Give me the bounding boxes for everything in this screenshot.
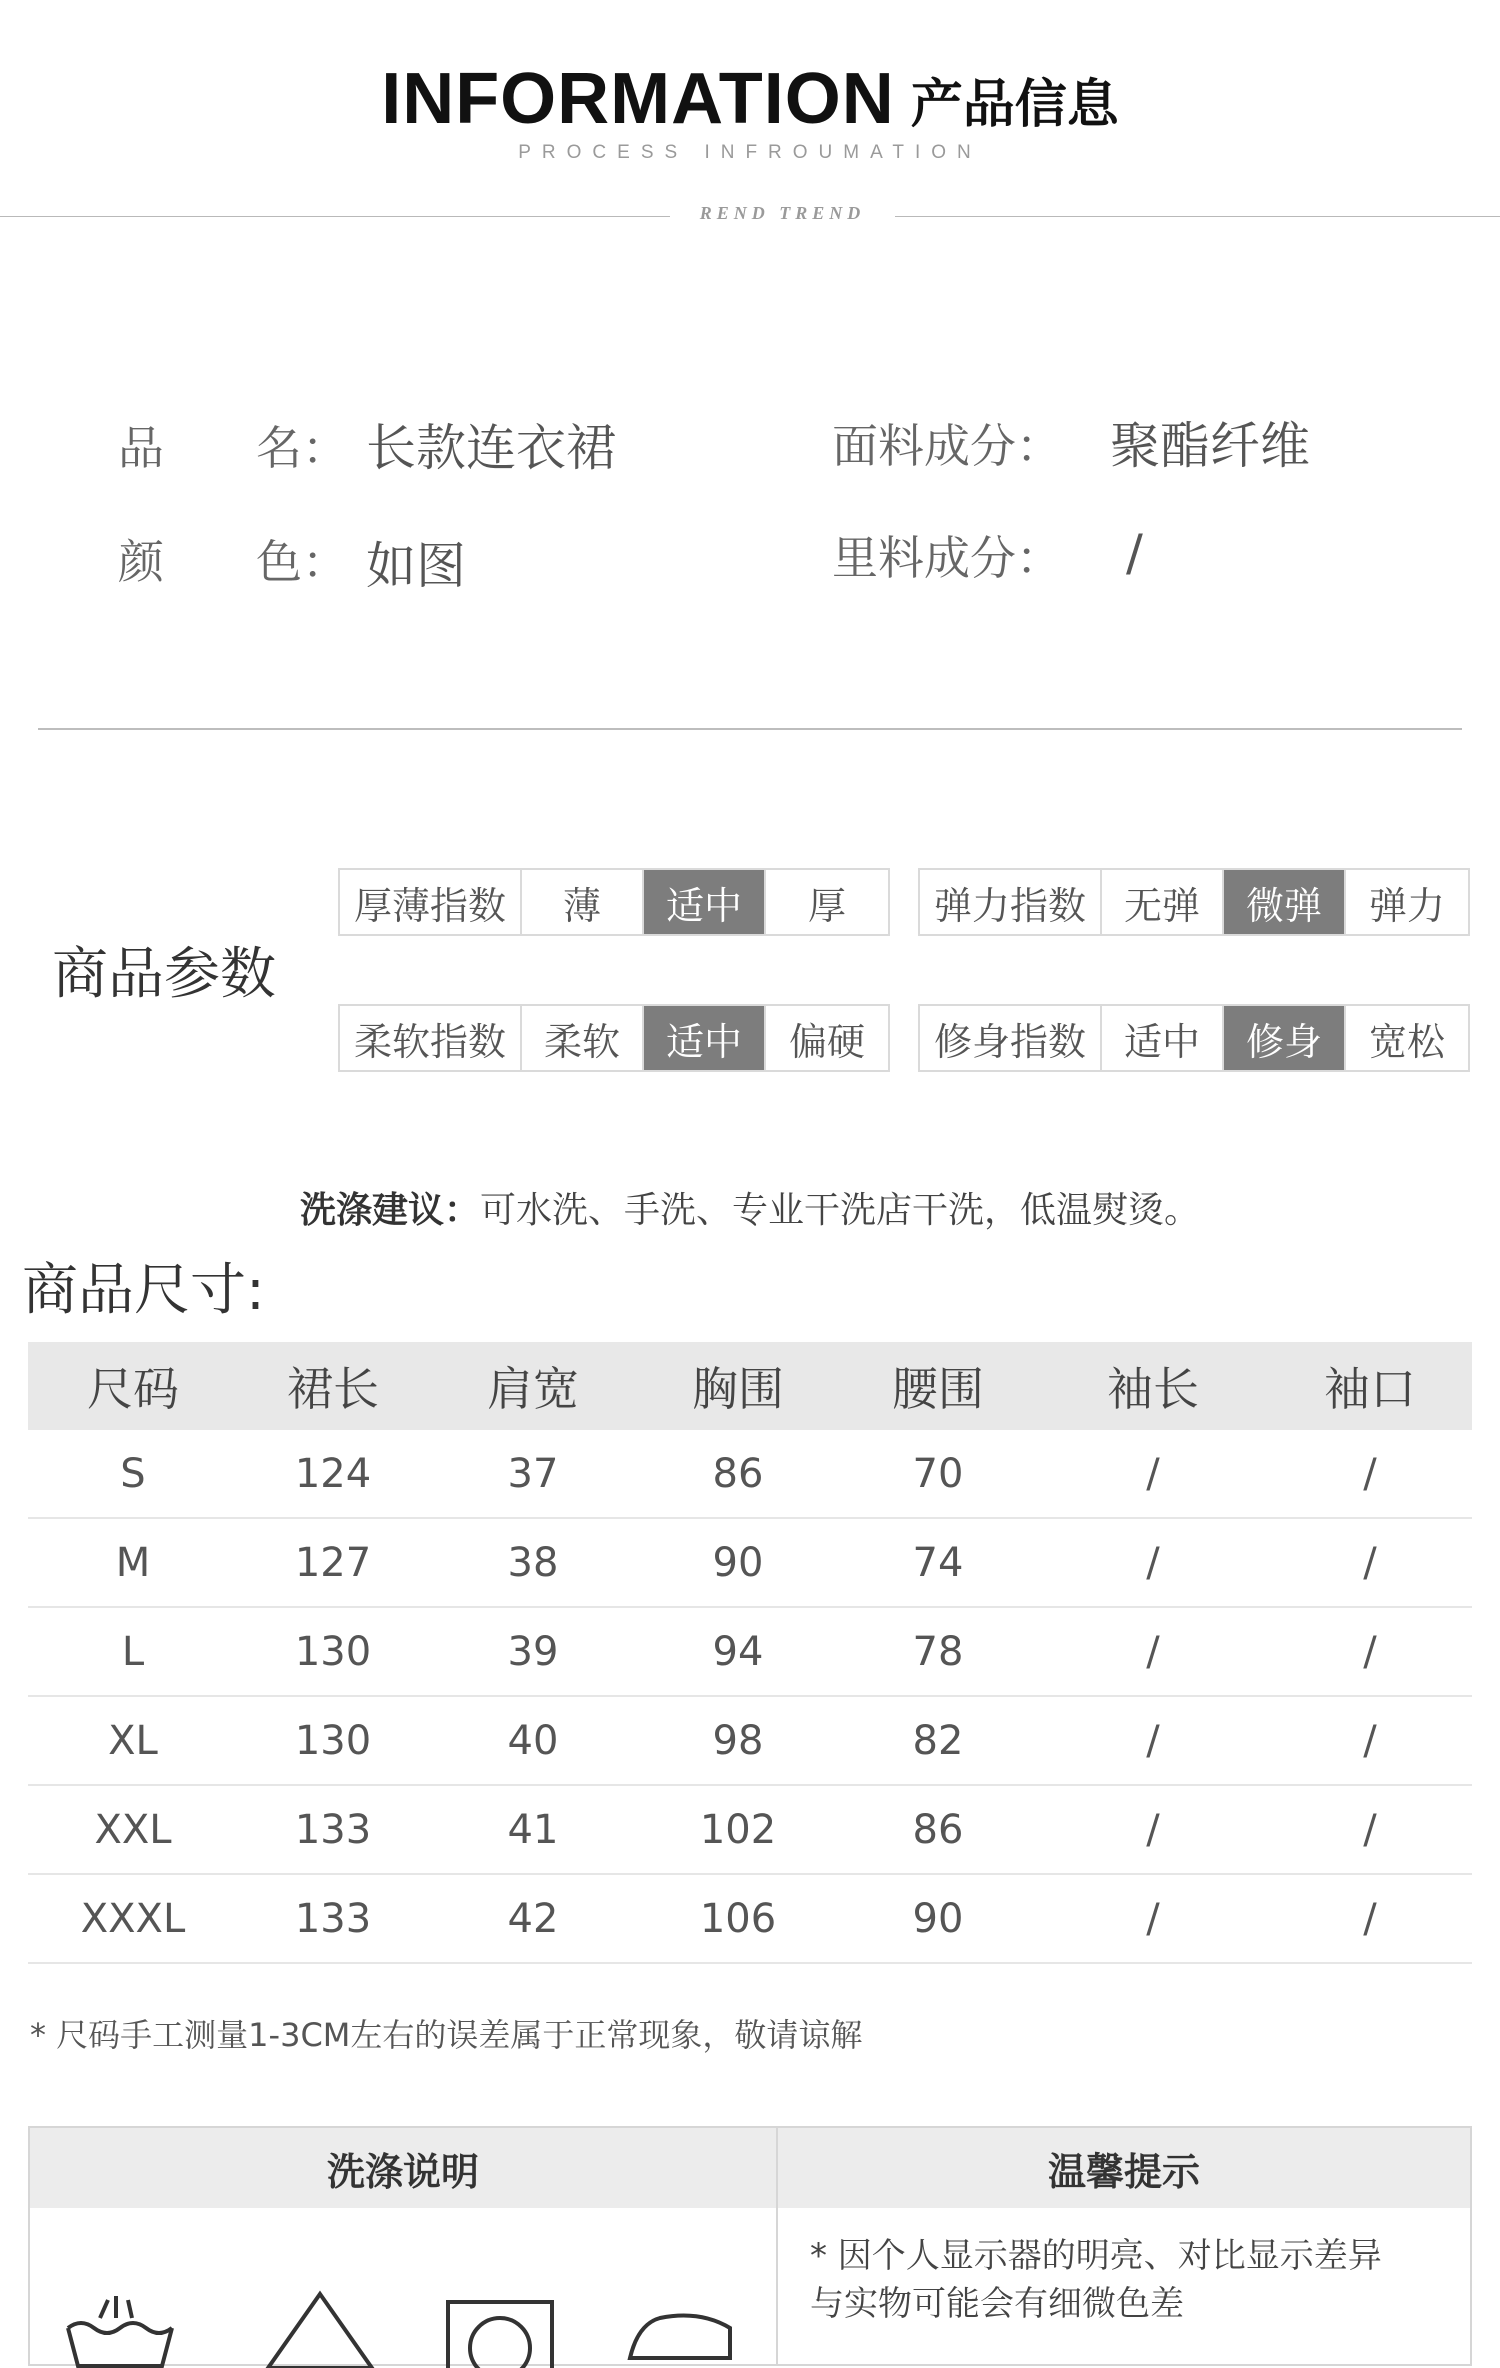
table-cell: L	[121, 1628, 145, 1675]
bleach-icon	[260, 2288, 380, 2368]
param-label: 修身指数	[920, 1006, 1102, 1070]
column-header: 胸围	[692, 1362, 784, 1416]
table-cell: /	[1363, 1806, 1377, 1853]
table-cell: 42	[507, 1895, 559, 1942]
param-option: 宽松	[1368, 1019, 1445, 1064]
fabric-label: 面料成分：	[832, 419, 1062, 473]
table-cell: /	[1146, 1539, 1160, 1586]
table-cell: 37	[507, 1450, 559, 1497]
column-header: 袖口	[1324, 1362, 1416, 1416]
param-elasticity	[918, 868, 1470, 936]
table-cell: /	[1146, 1450, 1160, 1497]
param-option: 弹力	[1368, 883, 1445, 928]
column-header: 袖长	[1107, 1362, 1199, 1416]
table-cell: 127	[294, 1539, 372, 1586]
tip-line: * 因个人显示器的明亮、对比显示差异	[810, 2236, 1382, 2276]
info-divider	[38, 728, 1462, 730]
param-option-selected: 适中	[644, 870, 766, 934]
param-option: 无弹	[1102, 870, 1224, 934]
tips-title: 温馨提示	[778, 2128, 1470, 2208]
table-cell: M	[115, 1539, 151, 1586]
table-row	[28, 1697, 1472, 1786]
trend-label: REND TREND	[699, 203, 866, 223]
table-cell: 106	[699, 1895, 777, 1942]
table-cell: /	[1363, 1450, 1377, 1497]
param-option: 薄	[522, 870, 644, 934]
page-title	[0, 58, 1500, 140]
wash-advice	[300, 1182, 1200, 1233]
fabric-value: 聚酯纤维	[1110, 417, 1310, 475]
table-cell: 70	[912, 1450, 964, 1497]
table-cell: 130	[294, 1628, 372, 1675]
params-title: 商品参数	[52, 942, 276, 1007]
table-cell: 82	[912, 1717, 964, 1764]
table-row	[28, 1875, 1472, 1964]
table-cell: 133	[294, 1806, 372, 1853]
param-label: 弹力指数	[920, 870, 1102, 934]
table-cell: XL	[108, 1717, 158, 1764]
table-cell: XXL	[94, 1806, 172, 1853]
table-cell: XXXL	[80, 1895, 186, 1942]
table-cell: 78	[912, 1628, 964, 1675]
param-option-selected: 适中	[644, 1006, 766, 1070]
table-cell: /	[1363, 1895, 1377, 1942]
table-row	[28, 1608, 1472, 1697]
table-cell: 90	[712, 1539, 764, 1586]
param-softness	[338, 1004, 890, 1072]
table-cell: 130	[294, 1717, 372, 1764]
table-cell: /	[1363, 1628, 1377, 1675]
lining-value: /	[1126, 524, 1143, 582]
iron-icon	[620, 2288, 740, 2368]
table-header	[28, 1342, 1472, 1430]
param-label: 柔软指数	[340, 1006, 522, 1070]
color-value: 如图	[366, 537, 466, 595]
table-cell: 40	[507, 1717, 559, 1764]
table-cell: 124	[294, 1450, 372, 1497]
tumble-dry-icon	[440, 2288, 560, 2368]
size-table	[28, 1342, 1472, 1964]
column-header: 尺码	[87, 1362, 179, 1416]
table-cell: 98	[712, 1717, 764, 1764]
wash-advice-text: 可水洗、手洗、专业干洗店干洗，低温熨烫。	[480, 1190, 1201, 1231]
care-panel	[28, 2126, 1472, 2366]
hand-wash-icon	[60, 2288, 180, 2368]
param-fit	[918, 1004, 1470, 1072]
param-option-selected: 修身	[1224, 1006, 1346, 1070]
title-cn: 产品信息	[910, 74, 1119, 135]
header-divider-right	[895, 216, 1500, 217]
care-divider	[776, 2128, 778, 2364]
color-label: 颜 色：	[118, 535, 348, 589]
table-cell: 90	[912, 1895, 964, 1942]
name-label: 品 名：	[118, 421, 348, 475]
table-cell: /	[1146, 1806, 1160, 1853]
param-thickness	[338, 868, 890, 936]
size-note: * 尺码手工测量1-3CM左右的误差属于正常现象，敬请谅解	[30, 2016, 863, 2054]
table-cell: /	[1146, 1895, 1160, 1942]
param-option-selected: 微弹	[1224, 870, 1346, 934]
param-label: 厚薄指数	[340, 870, 522, 934]
table-cell: /	[1146, 1717, 1160, 1764]
table-cell: S	[120, 1450, 146, 1497]
table-row	[28, 1519, 1472, 1608]
table-cell: 102	[699, 1806, 777, 1853]
tip-line: 与实物可能会有细微色差	[810, 2284, 1184, 2324]
table-cell: 38	[507, 1539, 559, 1586]
table-cell: /	[1363, 1539, 1377, 1586]
table-cell: 86	[712, 1450, 764, 1497]
table-row	[28, 1786, 1472, 1875]
table-cell: 86	[912, 1806, 964, 1853]
table-cell: 41	[507, 1806, 559, 1853]
header-divider-left	[0, 216, 670, 217]
column-header: 腰围	[892, 1362, 984, 1416]
column-header: 肩宽	[487, 1362, 579, 1416]
param-option: 偏硬	[788, 1019, 865, 1064]
lining-label: 里料成分：	[832, 531, 1062, 585]
table-cell: 39	[507, 1628, 559, 1675]
title-en: INFORMATION	[381, 59, 895, 139]
subtitle: PROCESS INFROUMATION	[518, 142, 982, 163]
table-cell: 94	[712, 1628, 764, 1675]
column-header: 裙长	[287, 1362, 379, 1416]
wash-advice-label: 洗涤建议：	[300, 1190, 481, 1231]
wash-instructions-title: 洗涤说明	[30, 2128, 776, 2208]
table-cell: /	[1363, 1717, 1377, 1764]
size-title: 商品尺寸:	[22, 1258, 265, 1323]
table-cell: 133	[294, 1895, 372, 1942]
table-cell: /	[1146, 1628, 1160, 1675]
param-option: 柔软	[522, 1006, 644, 1070]
param-option: 厚	[807, 883, 846, 928]
table-cell: 74	[912, 1539, 964, 1586]
table-row	[28, 1430, 1472, 1519]
name-value: 长款连衣裙	[366, 419, 616, 477]
param-option: 适中	[1102, 1006, 1224, 1070]
